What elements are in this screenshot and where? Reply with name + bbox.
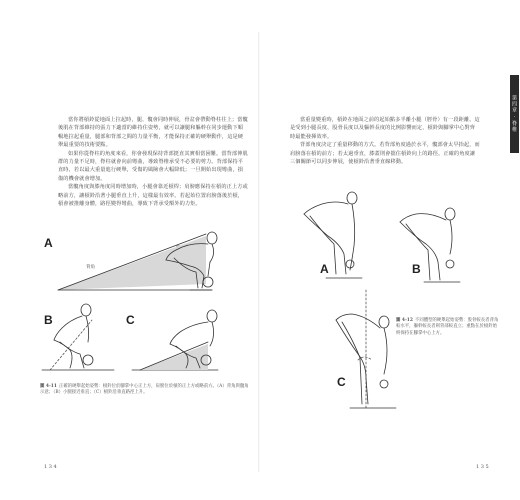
figure-right-caption-text: 不同體型的硬舉起始姿勢：股骨較長者背角較水平，軀幹較長者則背部較直立；重點在於槓鈴始終保持在腳掌中心上方。 bbox=[396, 318, 499, 336]
left-paragraph-2: 如果你從脊柱的角度來看，你會發現保持背部挺直其實相當困難。當背部伸肌群的力量不足時，脊柱就會向前彎曲，導致脊椎承受不必要的剪力。背部保持平直時，若以最大重量進行硬舉，受傷的風險會大幅降低；一旦開始出現彎曲，損傷的機會就會增加。 bbox=[58, 150, 248, 182]
figure-right-caption bbox=[396, 318, 500, 337]
back-angle-label: 背角 bbox=[86, 265, 95, 270]
figure-right-label-b: B bbox=[412, 262, 421, 276]
figure-left-caption bbox=[40, 384, 250, 397]
figure-left-label-b: B bbox=[44, 313, 53, 327]
right-paragraph-2: 背部角度決定了重量移動的方式。若背部角度過於水平，髖部會太早抬起，而肩膀落在槓的前方；若太過垂直，膝蓋則會擋住槓鈴向上的路徑。正確的角度讓三個關節可以同步伸展，使槓鈴沿著垂直線移動。 bbox=[290, 142, 480, 166]
figure-right-caption-number: 圖 4-12 bbox=[396, 318, 413, 323]
left-page-body bbox=[58, 116, 248, 208]
figure-left-label-c: C bbox=[126, 313, 135, 327]
figure-left-label-a: A bbox=[44, 236, 53, 250]
left-paragraph-3: 當髖角度與膝角度同時增加時，小腿會靠近槓桿；肩膀應保持在槓的正上方或略前方，讓槓鈴沿著小腿垂直上升，這樣最有效率。若起始位置肩膀落後於槓，槓會被推離身體，路徑變得彎曲，導致下背承受額外的力矩。 bbox=[58, 184, 248, 208]
right-paragraph-1: 當重量變重時，槓鈴在地面之前的起始點多半離小腿（脛骨）有一段距離。這是受到小腿長度、股骨長度以及軀幹長度的比例影響而定，槓鈴與腳掌中心對齊時最能發揮效率。 bbox=[290, 117, 480, 140]
right-page-body bbox=[290, 116, 480, 166]
page-number-right: 1 3 5 bbox=[476, 464, 489, 470]
chapter-side-tab: 第四章 · 脊椎 bbox=[510, 75, 519, 153]
page-number-left: 1 3 4 bbox=[44, 464, 57, 470]
deadlift-figure-right bbox=[300, 190, 510, 420]
deadlift-figure-left bbox=[40, 220, 260, 380]
left-paragraph-1: 當你將槓鈴從地面上拉起時，腿、髖會同時伸展，骨盆會帶動脊柱往上；當髖後肌在背部維持的張力下適當的維持住姿勢，就可以讓腿和軀幹在同步運動下順暢地拉起重量，腿部和背部之間的力量平衡，才能保持正確的硬舉動作，這是硬舉最重要的技術要點。 bbox=[58, 117, 248, 149]
figure-left-caption-text: 正確的硬舉起始姿勢：槓鈴位於腳掌中心正上方，肩膀位於槓的正上方或略前方。（A）背角與髖角示意；（B）小腿接近垂直；（C）槓鈴沿垂直路徑上升。 bbox=[40, 384, 249, 396]
figure-right-label-c: C bbox=[337, 375, 346, 389]
figure-left-caption-number: 圖 4-11 bbox=[40, 384, 57, 389]
figure-right-label-a: A bbox=[320, 262, 329, 276]
